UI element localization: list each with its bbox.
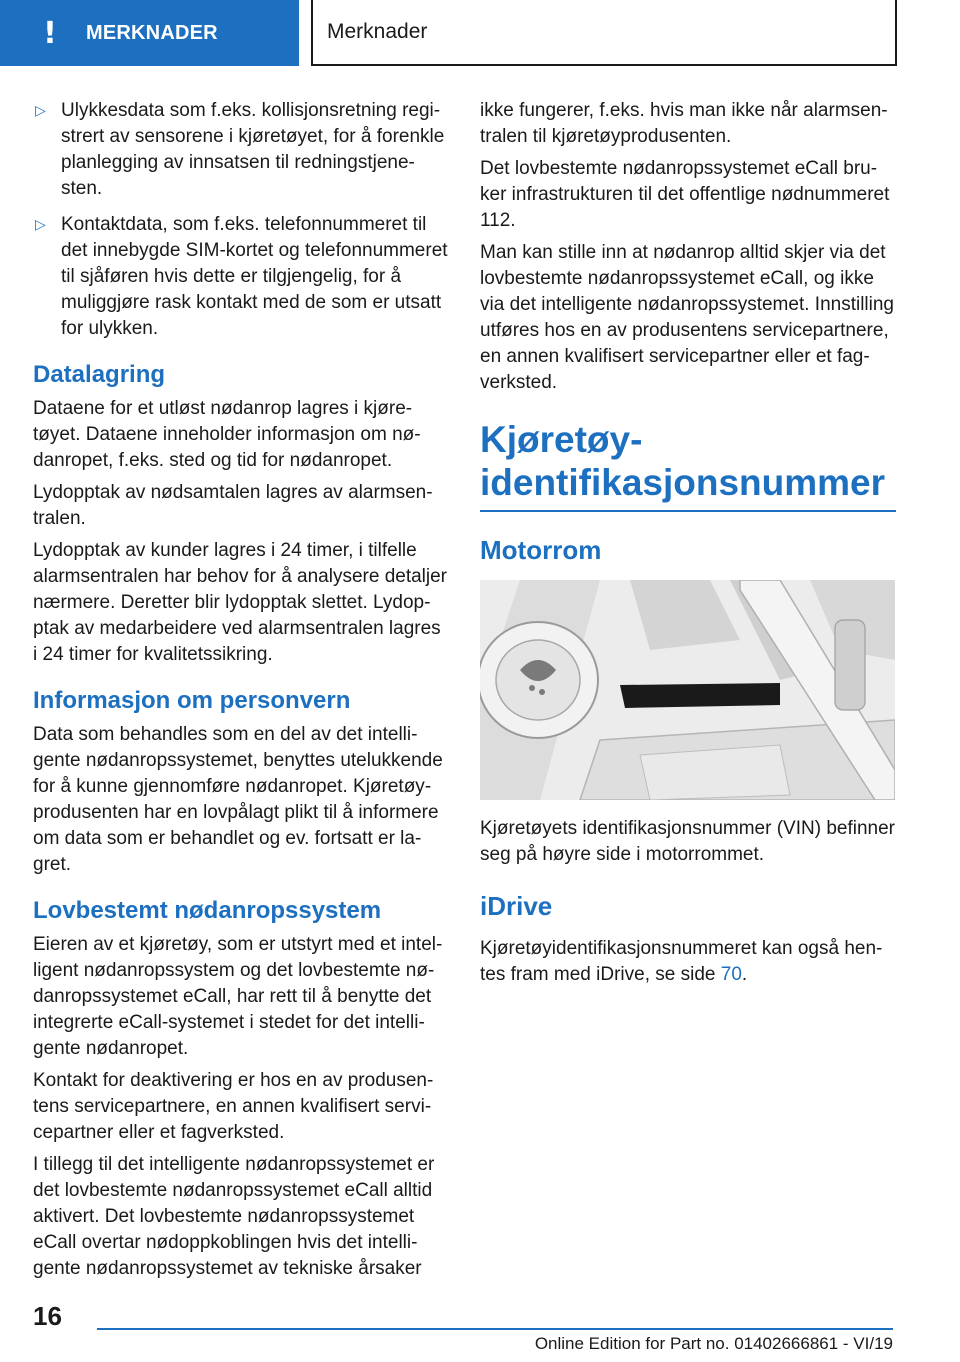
list-item: [33, 98, 449, 202]
page-reference-link[interactable]: 70: [720, 964, 742, 985]
photo-caption: Kjøretøyets identifikasjonsnummer (VIN) befinner seg på høyre side i motorrommet.: [480, 818, 895, 865]
heading-personvern: Informasjon om personvern: [33, 687, 351, 714]
section-title-line: Kjøretøy-: [480, 419, 643, 460]
paragraph: [480, 936, 896, 988]
engine-bay-photo: [480, 580, 895, 800]
list-item-text: Ulykkesdata som f.eks. kollisjonsretning registrert av sensorene i kjøretøyet, for å forenkle planlegging av innsatsen til redningstjenesten.: [61, 100, 445, 199]
page-number: 16: [33, 1301, 62, 1331]
list-item-text: Kontaktdata, som f.eks. telefonnummeret til det innebygde SIM-kortet og telefonnummeret til sjåføren hvis dette er tilgjengelig, for å muliggjøre rask kontakt med de som er utsatt for ulykken.: [61, 214, 448, 339]
triangle-bullet-icon: ▷: [35, 217, 46, 233]
heading-lovbestemt: Lovbestemt nødanropssystem: [33, 897, 382, 924]
paragraph: Dataene for et utløst nødanrop lagres i kjøretøyet. Dataene inneholder informasjon om nødanropet, f.eks. sted og tid for nødanropet.: [33, 398, 421, 471]
paragraph: Lydopptak av kunder lagres i 24 timer, i tilfelle alarmsentralen har behov for å analysere detaljer nærmere. Deretter blir lydopptak slettet. Lydopptak av medarbeidere ved alarmsentralen lagres i 24 timer for kvalitetssikring.: [33, 540, 448, 665]
heading-datalagring: Datalagring: [33, 361, 166, 388]
chapter-tab-label: MERKNADER: [86, 21, 218, 44]
paragraph: Kontakt for deaktivering er hos en av produsentens servicepartnere, en annen kvalifisert servicepartner eller et fagverksted.: [33, 1070, 434, 1143]
paragraph: I tillegg til det intelligente nødanropssystemet er det lovbestemte nødanropssystemet eCall alltid aktivert. Det lovbestemte nødanropssystemet eCall overtar nødoppkoblingen hvis det intelligente nødanropssystemet av tekniske årsaker: [33, 1154, 435, 1279]
right-column: [480, 98, 896, 994]
idrive-text: Kjøretøyidentifikasjonsnummeret kan også hentes fram med iDrive, se side: [480, 938, 883, 985]
paragraph: Eieren av et kjøretøy, som er utstyrt med et intelligent nødanropssystem og det lovbestemte nødanropssystemet eCall, har rett til å benytte det integrerte eCall-systemet i stedet for det intelligente nødanropet.: [33, 934, 443, 1059]
paragraph: ikke fungerer, f.eks. hvis man ikke når alarmsentralen til kjøretøyprodusenten.: [480, 100, 888, 147]
section-title: [480, 418, 896, 512]
paragraph: Data som behandles som en del av det intelligente nødanropssystemet, benyttes utelukkende for å kunne gjennomføre nødanropet. Kjøretøyprodusenten har en lovpålagt plikt til å informere om data som er behandlet og ev. fortsatt er lagret.: [33, 724, 443, 875]
left-column: [33, 98, 449, 1288]
heading-idrive: iDrive: [480, 891, 553, 921]
page-title: Merknader: [327, 20, 428, 43]
section-title-line: identifikasjonsnummer: [480, 462, 886, 503]
heading-motorrom: Motorrom: [480, 535, 602, 565]
paragraph: Lydopptak av nødsamtalen lagres av alarmsentralen.: [33, 482, 433, 529]
footer-divider: [97, 1328, 893, 1330]
triangle-bullet-icon: ▷: [35, 103, 46, 119]
paragraph: Det lovbestemte nødanropssystemet eCall bruker infrastrukturen til det offentlige nødnummeret 112.: [480, 158, 890, 231]
paragraph: Man kan stille inn at nødanrop alltid skjer via det lovbestemte nødanropssystemet eCall, og ikke via det intelligente nødanropssystemet. Innstilling utføres hos en av produsentens servicepartnere, en annen kvalifisert servicepartner eller et fagverksted.: [480, 242, 895, 393]
list-item: [33, 212, 449, 342]
exclamation-icon: !: [43, 15, 57, 51]
idrive-text-end: .: [741, 964, 748, 985]
header-chapter-tab: [0, 0, 299, 66]
header-title-box: [311, 0, 897, 66]
footer-edition: Online Edition for Part no. 01402666861 - VI/19: [534, 1334, 893, 1353]
